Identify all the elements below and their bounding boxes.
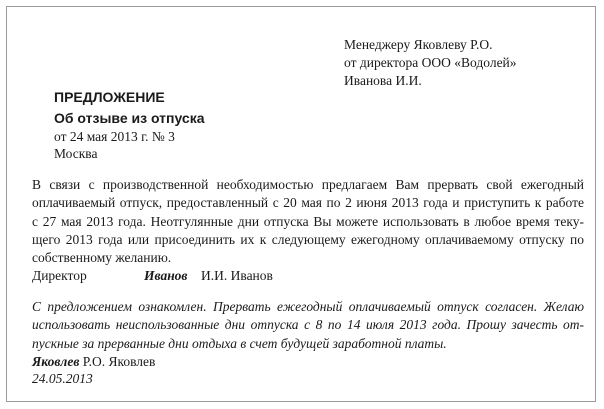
response-signer-handwritten: Яковлев xyxy=(32,354,80,369)
response-line: использовать неиспользованные дни отпуска с 8 по 14 июля 2013 года. Прошу зачесть от- xyxy=(32,317,584,333)
signature-handwritten: Иванов xyxy=(144,268,188,283)
body-line: с 27 мая 2013 года. Неотгулянные дни отпуска Вы можете использовать в любое время теку- xyxy=(32,213,584,229)
body-line: оплачиваемый отпуск, предоставленный с 20 мая по 2 июня 2013 года и приступить к работе xyxy=(32,195,584,211)
document-city: Москва xyxy=(54,146,98,161)
response-signer-name: Р.О. Яковлев xyxy=(82,354,156,369)
response-paragraph xyxy=(32,298,584,353)
document-date-number: от 24 мая 2013 г. № 3 xyxy=(54,129,175,144)
body-line: собственному желанию. xyxy=(32,250,172,266)
recipient-line-3: Иванова И.И. xyxy=(344,73,422,88)
body-line: В связи с производственной необходимостью предлагаем Вам прервать свой ежегодный xyxy=(32,177,584,192)
body-line: щего 2013 года или присоединить их к следующему ежегодному оплачиваемому отпуску по xyxy=(32,231,584,247)
signature-position: Директор xyxy=(32,268,87,283)
response-date: 24.05.2013 xyxy=(32,371,93,386)
document-type: ПРЕДЛОЖЕНИЕ xyxy=(54,89,165,105)
signature-name: И.И. Иванов xyxy=(201,268,273,283)
recipient-line-1: Менеджеру Яковлеву Р.О. xyxy=(344,37,493,52)
document-subject: Об отзыве из отпуска xyxy=(54,110,205,126)
body-paragraph xyxy=(32,176,584,267)
response-line: пускные за прерванные дни отдыха в счет будущей заработной платы. xyxy=(32,335,447,351)
recipient-line-2: от директора ООО «Водолей» xyxy=(344,55,517,70)
response-signer xyxy=(32,353,155,371)
response-line: С предложением ознакомлен. Прервать ежегодный оплачиваемый отпуск согласен. Желаю xyxy=(32,299,584,314)
